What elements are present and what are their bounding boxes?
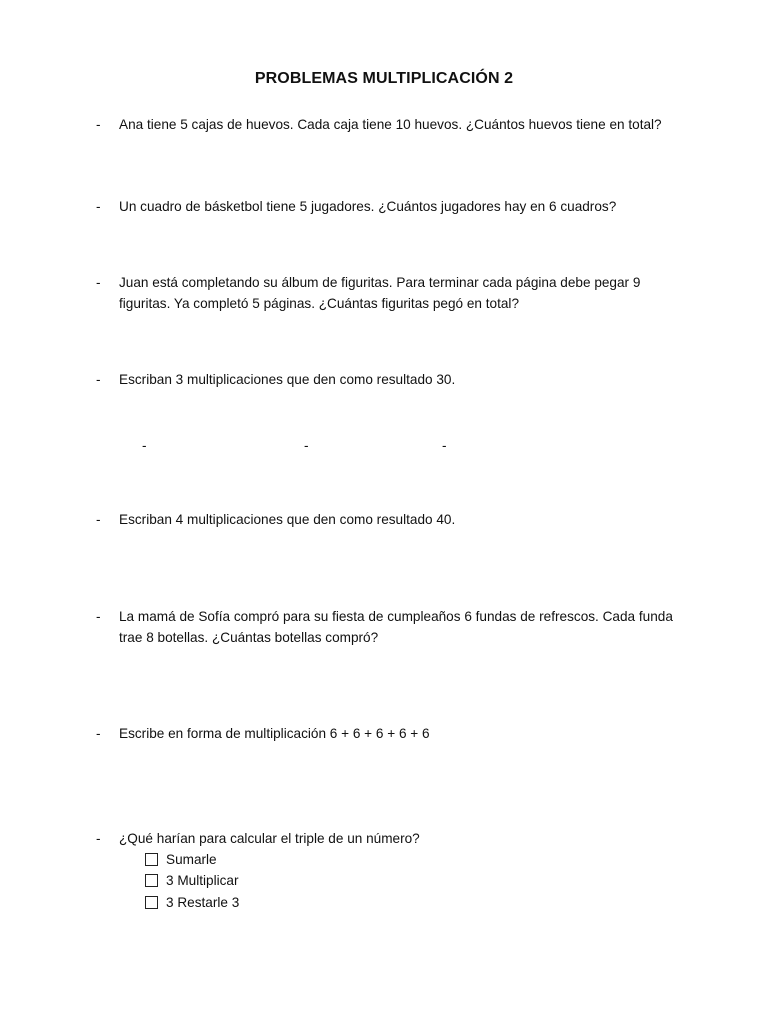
problem-text: Escriban 3 multiplicaciones que den como resultado 30. xyxy=(119,372,456,387)
option-label: 3 Multiplicar xyxy=(166,873,239,888)
bullet-dash: - xyxy=(96,831,101,846)
option-multiplicar[interactable] xyxy=(145,870,239,891)
answer-dash: - xyxy=(442,438,447,453)
answer-dash: - xyxy=(304,438,309,453)
checkbox-icon[interactable] xyxy=(145,874,158,887)
answer-dash: - xyxy=(142,438,147,453)
problem-text: Un cuadro de básketbol tiene 5 jugadores. ¿Cuántos jugadores hay en 6 cuadros? xyxy=(119,199,617,214)
problem-text: Escriban 4 multiplicaciones que den como resultado 40. xyxy=(119,512,456,527)
bullet-dash: - xyxy=(96,275,101,290)
checkbox-icon[interactable] xyxy=(145,853,158,866)
option-restarle[interactable] xyxy=(145,892,239,913)
option-label: 3 Restarle 3 xyxy=(166,895,240,910)
problem-text: La mamá de Sofía compró para su fiesta de cumpleaños 6 fundas de refrescos. Cada funda trae 8 botellas. ¿Cuántas botellas compró? xyxy=(119,609,673,645)
bullet-dash: - xyxy=(96,117,101,132)
bullet-dash: - xyxy=(96,199,101,214)
bullet-dash: - xyxy=(96,512,101,527)
option-label: Sumarle xyxy=(166,852,217,867)
checkbox-icon[interactable] xyxy=(145,896,158,909)
problem-text: Escribe en forma de multiplicación 6 + 6 + 6 + 6 + 6 xyxy=(119,726,430,741)
problem-text: Ana tiene 5 cajas de huevos. Cada caja tiene 10 huevos. ¿Cuántos huevos tiene en total? xyxy=(119,117,662,132)
bullet-dash: - xyxy=(96,726,101,741)
bullet-dash: - xyxy=(96,372,101,387)
problem-text: Juan está completando su álbum de figuritas. Para terminar cada página debe pegar 9 figuritas. Ya completó 5 páginas. ¿Cuántas figuritas pegó en total? xyxy=(119,275,641,311)
option-sumarle[interactable] xyxy=(145,849,217,870)
bullet-dash: - xyxy=(96,609,101,624)
problem-text: ¿Qué harían para calcular el triple de un número? xyxy=(119,831,420,846)
page-title: PROBLEMAS MULTIPLICACIÓN 2 xyxy=(254,70,514,87)
